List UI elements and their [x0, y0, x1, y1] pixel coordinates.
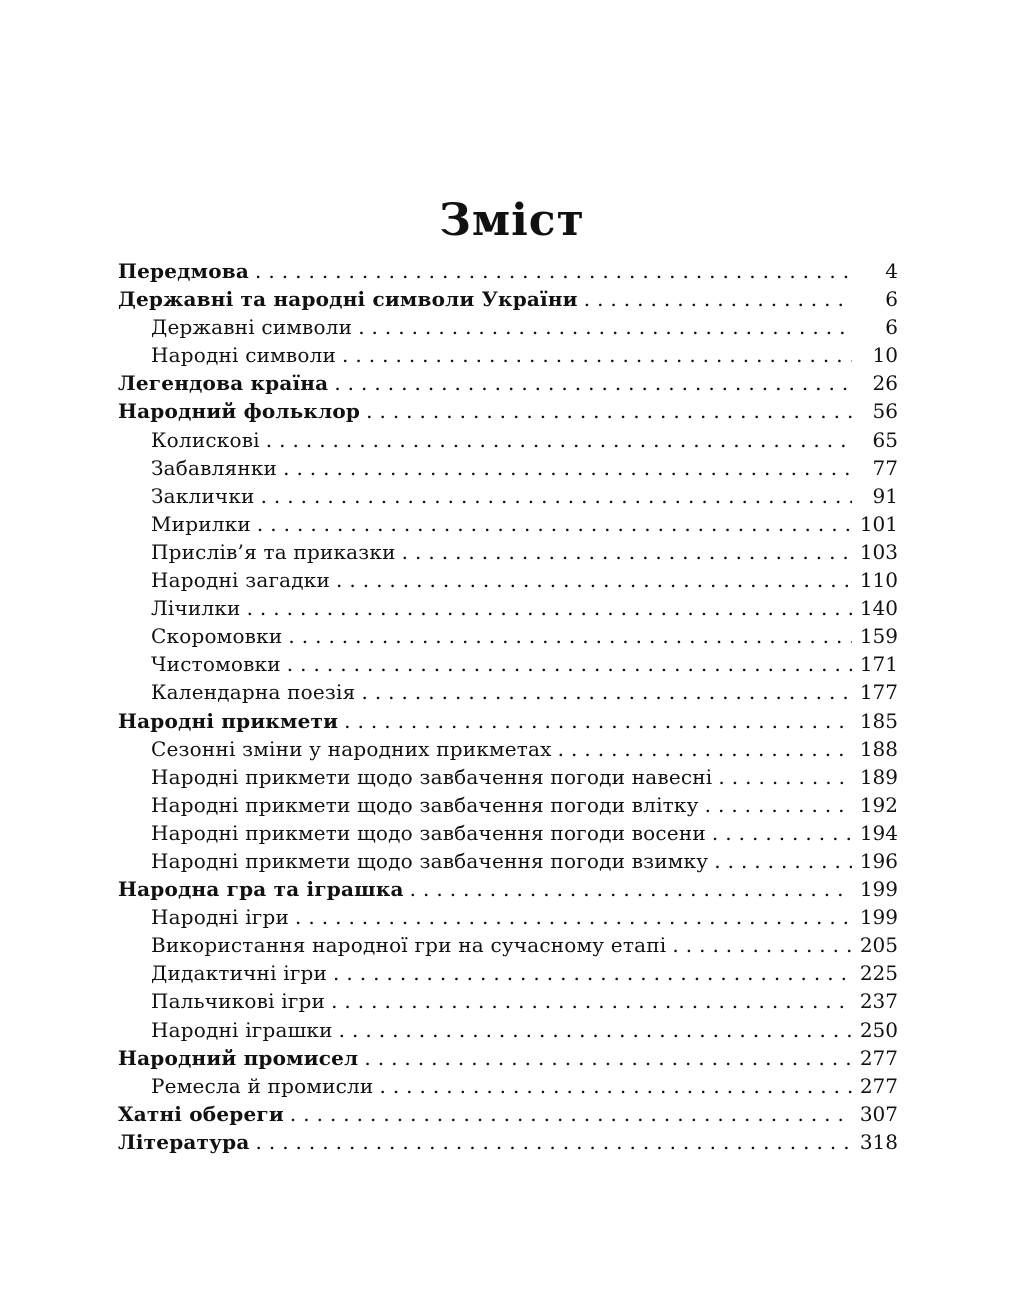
- entry-page-number: 205: [859, 933, 898, 958]
- toc-entry: [118, 397, 898, 425]
- entry-page-number: 177: [859, 680, 898, 705]
- toc-entry: [118, 875, 898, 903]
- dot-leader: [705, 791, 852, 819]
- dot-leader: [288, 622, 851, 650]
- toc-subentry: [118, 566, 898, 594]
- toc-entry: [118, 369, 898, 397]
- dot-leader: [672, 931, 851, 959]
- dot-leader: [257, 510, 852, 538]
- entry-title: Народні прикмети щодо завбачення погоди взимку: [151, 848, 709, 873]
- entry-page-number: 192: [859, 792, 898, 817]
- dot-leader: [712, 819, 852, 847]
- entry-page-number: 237: [859, 989, 898, 1014]
- dot-leader: [410, 875, 852, 903]
- entry-page-number: 77: [872, 455, 898, 480]
- dot-leader: [331, 987, 852, 1015]
- toc-subentry: [118, 510, 898, 538]
- toc-entry: [118, 1128, 898, 1156]
- entry-title: Державні символи: [151, 315, 353, 340]
- dot-leader: [558, 735, 852, 763]
- entry-title: Література: [118, 1129, 250, 1154]
- entry-title: Народний фольклор: [118, 399, 361, 424]
- entry-page-number: 307: [859, 1101, 898, 1126]
- dot-leader: [379, 1072, 851, 1100]
- entry-title: Народні прикмети щодо завбачення погоди навесні: [151, 764, 713, 789]
- entry-title: Народні загадки: [151, 568, 330, 593]
- dot-leader: [339, 1016, 852, 1044]
- entry-page-number: 65: [872, 427, 898, 452]
- toc-subentry: [118, 650, 898, 678]
- toc-subentry: [118, 763, 898, 791]
- dot-leader: [283, 454, 852, 482]
- dot-leader: [366, 397, 852, 425]
- toc-subentry: [118, 313, 898, 341]
- entry-page-number: 277: [859, 1045, 898, 1070]
- entry-page-number: 196: [859, 848, 898, 873]
- dot-leader: [295, 903, 852, 931]
- toc-subentry: [118, 426, 898, 454]
- entry-page-number: 110: [859, 568, 898, 593]
- entry-page-number: 199: [859, 877, 898, 902]
- dot-leader: [336, 566, 852, 594]
- toc-entry: [118, 285, 898, 313]
- dot-leader: [255, 257, 852, 285]
- entry-title: Народні символи: [151, 343, 337, 368]
- entry-title: Народні прикмети щодо завбачення погоди восени: [151, 820, 706, 845]
- dot-leader: [718, 763, 851, 791]
- dot-leader: [344, 707, 852, 735]
- dot-leader: [333, 959, 852, 987]
- entry-page-number: 188: [859, 736, 898, 761]
- dot-leader: [714, 847, 852, 875]
- entry-page-number: 318: [859, 1129, 898, 1154]
- toc-subentry: [118, 341, 898, 369]
- entry-page-number: 250: [859, 1017, 898, 1042]
- entry-page-number: 171: [859, 652, 898, 677]
- entry-page-number: 10: [872, 343, 898, 368]
- entry-title: Календарна поезія: [151, 680, 356, 705]
- entry-page-number: 277: [859, 1073, 898, 1098]
- entry-title: Передмова: [118, 259, 250, 283]
- entry-page-number: 26: [872, 371, 898, 396]
- entry-title: Забавлянки: [151, 455, 278, 480]
- entry-title: Державні та народні символи України: [118, 287, 578, 312]
- table-of-contents: [118, 257, 898, 1156]
- entry-title: Народні прикмети щодо завбачення погоди влітку: [151, 792, 699, 817]
- entry-page-number: 225: [859, 961, 898, 986]
- toc-subentry: [118, 791, 898, 819]
- toc-entry: [118, 1044, 898, 1072]
- entry-title: Народна гра та іграшка: [118, 877, 404, 902]
- entry-page-number: 140: [859, 596, 898, 621]
- toc-subentry: [118, 1072, 898, 1100]
- entry-title: Пальчикові ігри: [151, 989, 326, 1014]
- entry-page-number: 6: [885, 315, 898, 340]
- entry-page-number: 4: [885, 259, 898, 283]
- toc-subentry: [118, 678, 898, 706]
- entry-page-number: 199: [859, 905, 898, 930]
- dot-leader: [402, 538, 852, 566]
- toc-entry: [118, 257, 898, 285]
- entry-page-number: 6: [885, 287, 898, 312]
- dot-leader: [584, 285, 852, 313]
- entry-title: Чистомовки: [151, 652, 281, 677]
- entry-title: Хатні обереги: [118, 1101, 284, 1126]
- entry-page-number: 56: [872, 399, 898, 424]
- entry-title: Прислів’я та приказки: [151, 539, 396, 564]
- dot-leader: [287, 650, 852, 678]
- entry-title: Мирилки: [151, 511, 251, 536]
- entry-page-number: 194: [859, 820, 898, 845]
- entry-page-number: 185: [859, 708, 898, 733]
- entry-title: Лічилки: [151, 596, 241, 621]
- toc-entry: [118, 1100, 898, 1128]
- entry-title: Дидактичні ігри: [151, 961, 328, 986]
- dot-leader: [255, 1128, 851, 1156]
- entry-page-number: 101: [859, 511, 898, 536]
- entry-page-number: 103: [859, 539, 898, 564]
- toc-subentry: [118, 735, 898, 763]
- dot-leader: [290, 1100, 852, 1128]
- entry-title: Народні ігри: [151, 905, 290, 930]
- entry-title: Народний промисел: [118, 1045, 359, 1070]
- dot-leader: [364, 1044, 851, 1072]
- toc-subentry: [118, 931, 898, 959]
- entry-page-number: 159: [859, 624, 898, 649]
- entry-page-number: 189: [859, 764, 898, 789]
- toc-subentry: [118, 622, 898, 650]
- entry-title: Народні прикмети: [118, 708, 339, 733]
- dot-leader: [334, 369, 852, 397]
- toc-subentry: [118, 538, 898, 566]
- toc-subentry: [118, 903, 898, 931]
- toc-subentry: [118, 819, 898, 847]
- dot-leader: [247, 594, 852, 622]
- dot-leader: [358, 313, 852, 341]
- dot-leader: [261, 482, 852, 510]
- dot-leader: [266, 426, 852, 454]
- entry-title: Ремесла й промисли: [151, 1073, 374, 1098]
- toc-subentry: [118, 959, 898, 987]
- dot-leader: [342, 341, 852, 369]
- entry-title: Народні іграшки: [151, 1017, 333, 1042]
- toc-subentry: [118, 1016, 898, 1044]
- toc-subentry: [118, 847, 898, 875]
- toc-subentry: [118, 482, 898, 510]
- entry-title: Використання народної гри на сучасному етапі: [151, 933, 667, 958]
- entry-title: Легендова країна: [118, 371, 329, 396]
- entry-title: Заклички: [151, 483, 255, 508]
- toc-subentry: [118, 594, 898, 622]
- entry-title: Сезонні зміни у народних прикметах: [151, 736, 552, 761]
- toc-subentry: [118, 454, 898, 482]
- toc-subentry: [118, 987, 898, 1015]
- entry-title: Скоромовки: [151, 624, 283, 649]
- dot-leader: [361, 678, 851, 706]
- entry-page-number: 91: [872, 483, 898, 508]
- entry-title: Колискові: [151, 427, 260, 452]
- toc-entry: [118, 707, 898, 735]
- page-title: Зміст: [439, 195, 585, 246]
